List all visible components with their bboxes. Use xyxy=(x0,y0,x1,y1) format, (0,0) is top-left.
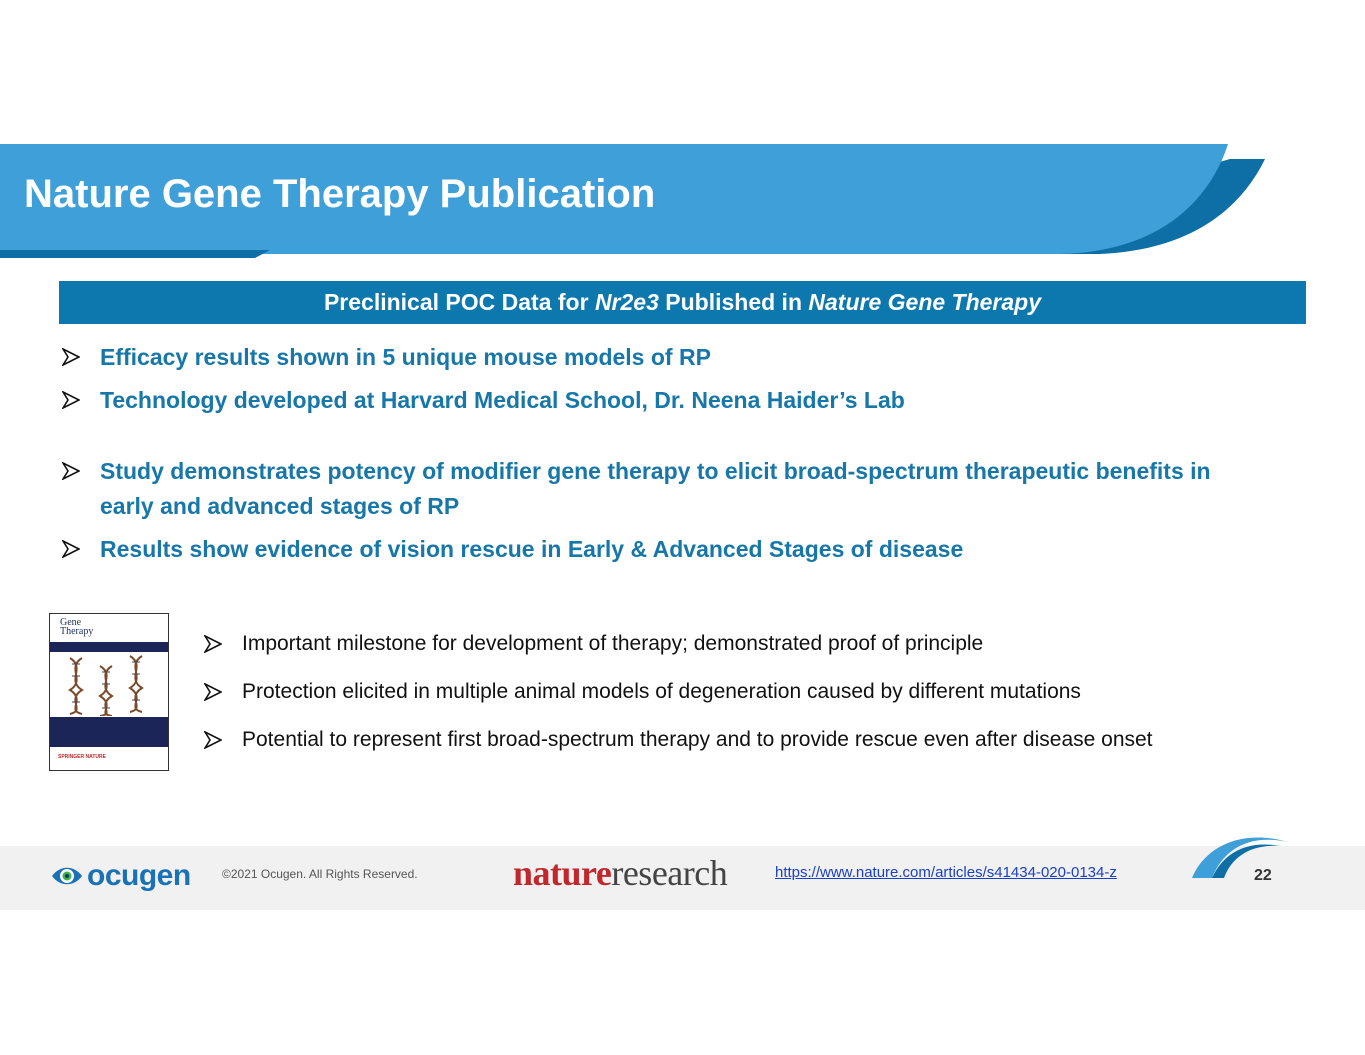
page-number: 22 xyxy=(1254,867,1272,884)
main-bullet-1: Efficacy results shown in 5 unique mouse models of RP xyxy=(100,344,711,370)
arrow-bullet-icon xyxy=(204,683,222,701)
main-bullet-4: Results show evidence of vision rescue in Early & Advanced Stages of disease xyxy=(100,536,964,562)
banner-dark-underline xyxy=(0,250,270,258)
subheader-bar xyxy=(59,281,1306,324)
swoosh-icon xyxy=(1190,828,1290,880)
cover-publisher: SPRINGER NATURE xyxy=(58,754,106,760)
cover-bottom-band xyxy=(50,717,168,747)
journal-cover-image xyxy=(49,613,169,771)
arrow-bullet-icon xyxy=(62,348,80,366)
arrow-bullet-icon xyxy=(62,540,80,558)
arrow-bullet-icon xyxy=(204,635,222,653)
main-bullet-3-continued: early and advanced stages of RP xyxy=(100,493,460,519)
cover-top-band xyxy=(50,642,168,652)
ocugen-eye-icon xyxy=(50,863,84,889)
article-link[interactable]: https://www.nature.com/articles/s41434-020-0134-z xyxy=(775,864,1117,881)
ocugen-logo-text: ocugen xyxy=(87,859,191,892)
sub-bullet-3: Potential to represent first broad-spectrum therapy and to provide rescue even after disease onset xyxy=(242,728,1153,751)
sub-bullet-2: Protection elicited in multiple animal models of degeneration caused by different mutations xyxy=(242,680,1081,703)
arrow-bullet-icon xyxy=(204,731,222,749)
arrow-bullet-icon xyxy=(62,391,80,409)
subheader-gene: Nr2e3 xyxy=(594,289,659,315)
cover-title: Gene Therapy xyxy=(60,617,94,637)
main-bullet-2: Technology developed at Harvard Medical School, Dr. Neena Haider’s Lab xyxy=(100,387,905,413)
nature-research-logo: natureresearch xyxy=(513,853,728,893)
dna-icon xyxy=(64,654,156,716)
subheader-text-2: Published in xyxy=(658,289,809,315)
arrow-bullet-icon xyxy=(62,462,80,480)
subheader-journal: Nature Gene Therapy xyxy=(808,289,1042,315)
sub-bullet-1: Important milestone for development of therapy; demonstrated proof of principle xyxy=(242,632,984,655)
subheader-text-1: Preclinical POC Data for xyxy=(323,289,595,315)
page-title: Nature Gene Therapy Publication xyxy=(24,172,656,216)
copyright-text: ©2021 Ocugen. All Rights Reserved. xyxy=(222,867,418,881)
main-bullet-3: Study demonstrates potency of modifier gene therapy to elicit broad-spectrum therapeutic benefits in xyxy=(100,458,1211,484)
